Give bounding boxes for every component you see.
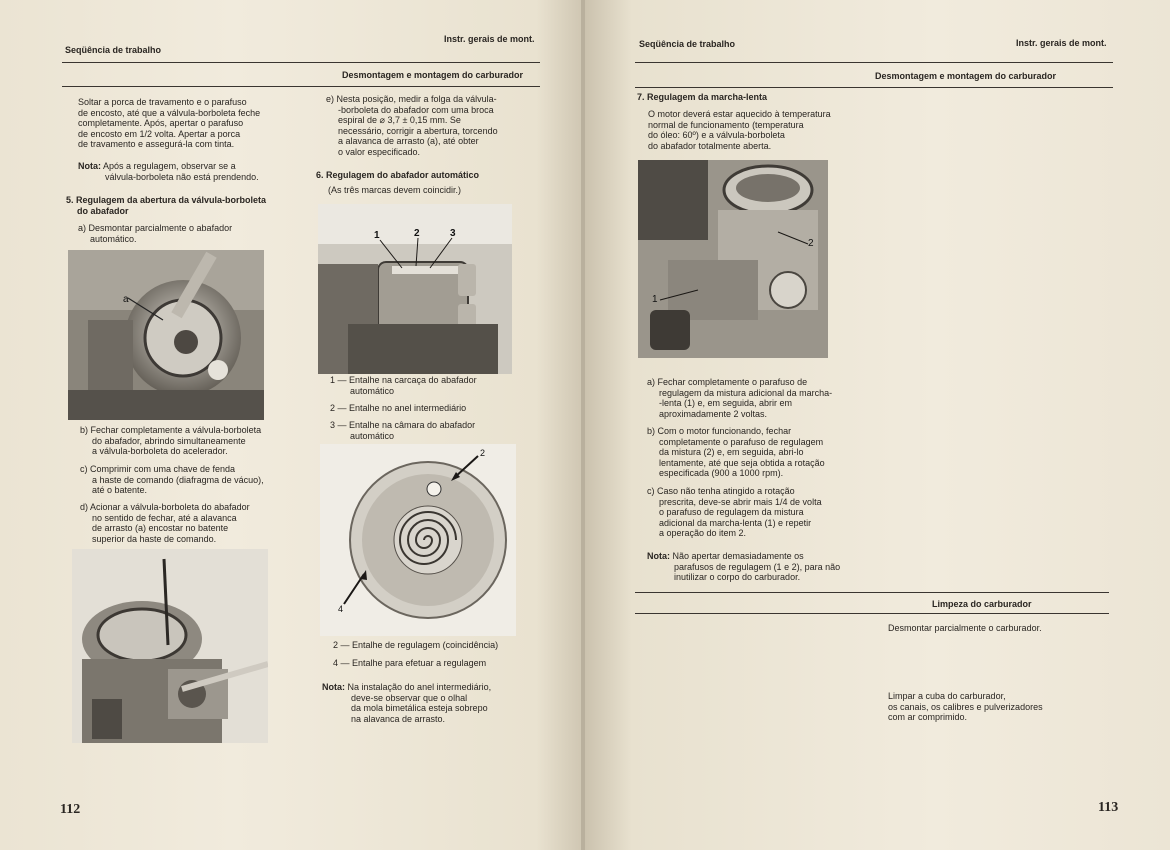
step-7a: a) Fechar completamente o parafuso de regulagem da mistura adicional da marcha- -lenta (1) e, em seguida, abrir em aproximadamente 2 voltas. <box>647 377 833 419</box>
fig-label-1: 1 <box>652 294 658 305</box>
carburator-drill-gauge-photo <box>72 549 268 743</box>
step-6-title: 6. Regulagem do abafador automático <box>316 170 480 180</box>
step-5-title: 5. Regulagem da abertura da válvula-borboleta do abafador <box>66 195 267 216</box>
right-page <box>585 0 1170 850</box>
section2-rule <box>635 613 1109 614</box>
caption-4: 2 — Entalhe de regulagem (coincidência) <box>333 640 499 650</box>
fig6-label-1: 1 <box>374 230 380 241</box>
step-7-title: 7. Regulagem da marcha-lenta <box>637 92 768 102</box>
bimetallic-spring-photo <box>320 444 516 636</box>
note-idle: Nota: Não apertar demasiadamente os parafusos de regulagem (1 e 2), para não inutilizar o corpo do carburador. <box>647 551 841 583</box>
section2-title: Limpeza do carburador <box>932 599 1032 609</box>
section-title: Desmontagem e montagem do carburador <box>342 70 524 80</box>
fig6-label-3: 3 <box>450 228 456 239</box>
cleaning-step-1: Desmontar parcialmente o carburador. <box>888 623 1042 633</box>
section-rule <box>62 86 540 87</box>
choke-housing-photo <box>318 204 512 374</box>
step-7b: b) Com o motor funcionando, fechar completamente o parafuso de regulagem da mistura (2) e, em seguida, abri-lo lentamente, até que seja obtida a rotação especificada (900 a 1000 rpm). <box>647 426 825 479</box>
step-5e: e) Nesta posição, medir a folga da válvula- -borboleta do abafador com uma broca espiral de ⌀ 3,7 ± 0,15 mm. Se necessário, corrigir a abertura, torcendo a alavanca de arrasto (a), até obter o valor especificado. <box>326 94 498 157</box>
cleaning-step-2: Limpar a cuba do carburador, os canais, os calibres e pulverizadores com ar comprimido. <box>888 691 1043 723</box>
fig7-label-2: 2 <box>480 448 486 458</box>
step-7c: c) Caso não tenha atingido a rotação prescrita, deve-se abrir mais 1/4 de volta o parafuso de regulagem da mistura adicional da marcha-lenta (1) e repetir a operação do item 2. <box>647 486 822 539</box>
caption-3: 3 — Entalhe na câmara do abafador automático <box>330 420 476 441</box>
caption-5: 4 — Entalhe para efetuar a regulagem <box>333 658 487 668</box>
caption-1: 1 — Entalhe na carcaça do abafador automático <box>330 375 477 396</box>
section2-top-rule <box>635 592 1109 593</box>
fig6-label-2: 2 <box>414 228 420 239</box>
step-5d: d) Acionar a válvula-borboleta do abafador no sentido de fechar, até a alavanca de arrasto (a) encostar no batente superior da haste de comando. <box>80 502 250 544</box>
section-title: Desmontagem e montagem do carburador <box>875 71 1057 81</box>
page-number-right: 113 <box>1098 800 1119 815</box>
caption-2: 2 — Entalhe no anel intermediário <box>330 403 467 413</box>
header-instructions-label: Instr. gerais de mont. <box>444 34 535 44</box>
header-sequence-label: Seqüência de trabalho <box>639 39 736 49</box>
step-6-subtitle: (As três marcas devem coincidir.) <box>328 185 462 195</box>
left-page <box>0 0 583 850</box>
carburator-choke-photo <box>68 250 264 420</box>
header-sequence-label: Seqüência de trabalho <box>65 45 162 55</box>
header-instructions-label: Instr. gerais de mont. <box>1016 38 1107 48</box>
section-rule <box>635 87 1113 88</box>
header-rule <box>62 62 540 63</box>
step-5b: b) Fechar completamente a válvula-borboleta do abafador, abrindo simultaneamente a válvula-borboleta do acelerador. <box>80 425 262 457</box>
fig-label-2: 2 <box>808 238 814 249</box>
step-5c: c) Comprimir com uma chave de fenda a haste de comando (diafragma de vácuo), até o batente. <box>80 464 264 496</box>
note-2: Nota: Na instalação do anel intermediário, deve-se observar que o olhal da mola bimetálica esteja sobrepo na alavanca de arrasto. <box>322 682 492 724</box>
fig5-label-a: a <box>123 294 129 305</box>
step-5a: a) Desmontar parcialmente o abafador automático. <box>78 223 233 244</box>
note-1: Nota: Após a regulagem, observar se a válvula-borboleta não está prendendo. <box>78 161 259 182</box>
idle-adjustment-photo <box>638 160 828 358</box>
header-rule <box>635 62 1113 63</box>
page-number-left: 112 <box>60 802 81 817</box>
fig7-label-4: 4 <box>338 604 344 614</box>
step-7-intro: O motor deverá estar aquecido à temperatura normal de funcionamento (temperatura do óleo: 60º) e a válvula-borboleta do abafador totalmente aberta. <box>648 109 831 151</box>
intro-paragraph: Soltar a porca de travamento e o parafuso de encosto, até que a válvula-borboleta feche completamente. Após, apertar o parafuso de encosto em 1/2 volta. Apertar a porca de travamento e assegurá-la com tinta. <box>78 97 261 150</box>
